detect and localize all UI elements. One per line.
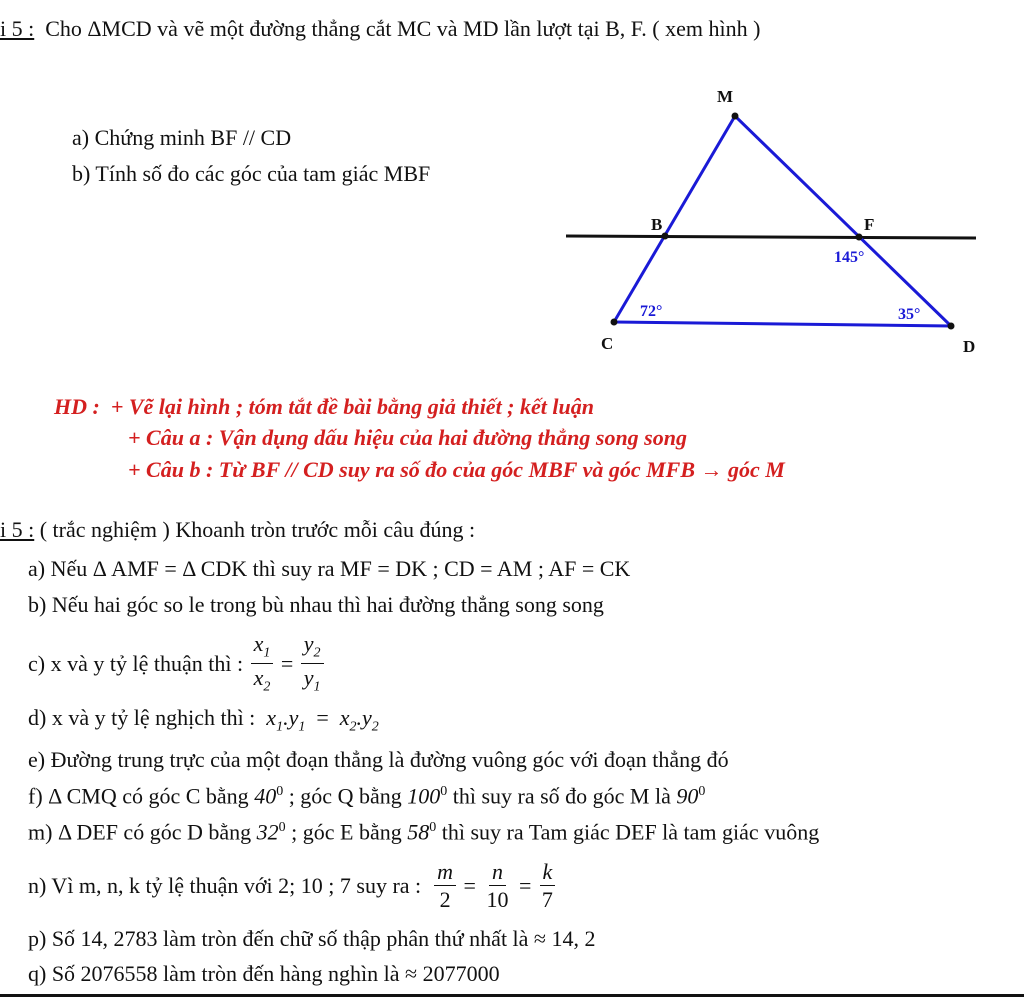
hint-text-1: + Vẽ lại hình ; tóm tắt đề bài bằng giả thiết ; kết luận (110, 394, 594, 419)
point-f (856, 234, 863, 241)
angle-d-label: 35° (898, 306, 921, 323)
exercise-2-intro: ( trắc nghiệm ) Khoanh tròn trước mỗi câu đúng : (34, 517, 476, 542)
point-d (948, 323, 955, 330)
label-d: D (963, 337, 976, 356)
point-m (732, 113, 739, 120)
angle-c-label: 72° (640, 303, 663, 320)
label-c: C (601, 334, 614, 353)
hint-prefix: HD : (54, 394, 100, 419)
product-x1-y1: $x_1.y_1$ (266, 705, 306, 735)
hint-text-3: + Câu b : Từ BF // CD suy ra số đo của góc MBF và góc MFB → góc M (128, 457, 785, 482)
segment-md (735, 116, 951, 326)
item-q: q) Số 2076558 làm tròn đến hàng nghìn là ≈ 2077000 (28, 961, 500, 986)
item-n-text: n) Vì m, n, k tỷ lệ thuận với 2; 10 ; 7 suy ra : (28, 872, 422, 898)
item-m: m) Δ DEF có góc D bằng $32^0$ ; góc E bằng $58^0$ thì suy ra Tam giác DEF là tam giác vuông (28, 819, 820, 845)
item-b: b) Nếu hai góc so le trong bù nhau thì hai đường thẳng song song (28, 592, 604, 617)
point-b (662, 233, 669, 240)
item-c-text: c) x và y tỷ lệ thuận thì : (28, 650, 244, 676)
label-m: M (717, 87, 734, 106)
segment-mc (614, 116, 735, 322)
label-f: F (864, 215, 875, 234)
point-c (611, 319, 618, 326)
exercise-1-heading: i 5 : (0, 16, 35, 41)
exercise-1-statement: Cho ΔMCD và vẽ một đường thẳng cắt MC và MD lần lượt tại B, F. ( xem hình ) (45, 16, 761, 41)
product-x2-y2: $x_2.y_2$ (339, 705, 379, 735)
item-a: a) Nếu Δ AMF = Δ CDK thì suy ra MF = DK ; CD = AM ; AF = CK (28, 556, 631, 581)
item-e: e) Đường trung trực của một đoạn thẳng là đường vuông góc với đoạn thẳng đó (28, 747, 729, 772)
bottom-divider (0, 994, 1024, 997)
exercise-2-heading: i 5 : (0, 517, 35, 542)
part-b: b) Tính số đo các góc của tam giác MBF (72, 161, 431, 186)
fraction-n-10: $\frac{n}{10}$ (486, 859, 509, 913)
item-n: n) Vì m, n, k tỷ lệ thuận với 2; 10 ; 7 suy ra : $\frac{m}{2}$ = $\frac{n}{10}$ = $\frac{k}{7}$ (28, 860, 558, 911)
item-p: p) Số 14, 2783 làm tròn đến chữ số thập phân thứ nhất là ≈ 14, 2 (28, 926, 596, 951)
fraction-m-2: $\frac{m}{2}$ (434, 860, 456, 911)
triangle-figure (0, 0, 1024, 400)
item-d: d) x và y tỷ lệ nghịch thì : $x_1.y_1 = x_2.y_2$ (28, 705, 379, 735)
hint-text-2: + Câu a : Vận dụng dấu hiệu của hai đường thẳng song song (128, 425, 687, 450)
exercise-2-line (0, 519, 475, 541)
item-d-text: d) x và y tỷ lệ nghịch thì : (28, 705, 256, 730)
item-c: c) x và y tỷ lệ thuận thì : $\frac{x_1}{x_2}$ = $\frac{y_2}{y_1}$ (28, 632, 326, 695)
angle-f-label: 145° (834, 249, 865, 266)
label-b: B (651, 215, 663, 234)
part-a: a) Chứng minh BF // CD (72, 125, 292, 150)
fraction-y2-y1: $\frac{y_2}{y_1}$ (301, 632, 324, 695)
transversal-line (566, 236, 976, 238)
item-f: f) Δ CMQ có góc C bằng $40^0$ ; góc Q bằng $100^0$ thì suy ra số đo góc M là $90^0$ (28, 783, 706, 809)
hint-line-1 (54, 396, 594, 418)
fraction-x1-x2: $\frac{x_1}{x_2}$ (251, 632, 274, 695)
fraction-k-7: $\frac{k}{7}$ (539, 860, 556, 911)
